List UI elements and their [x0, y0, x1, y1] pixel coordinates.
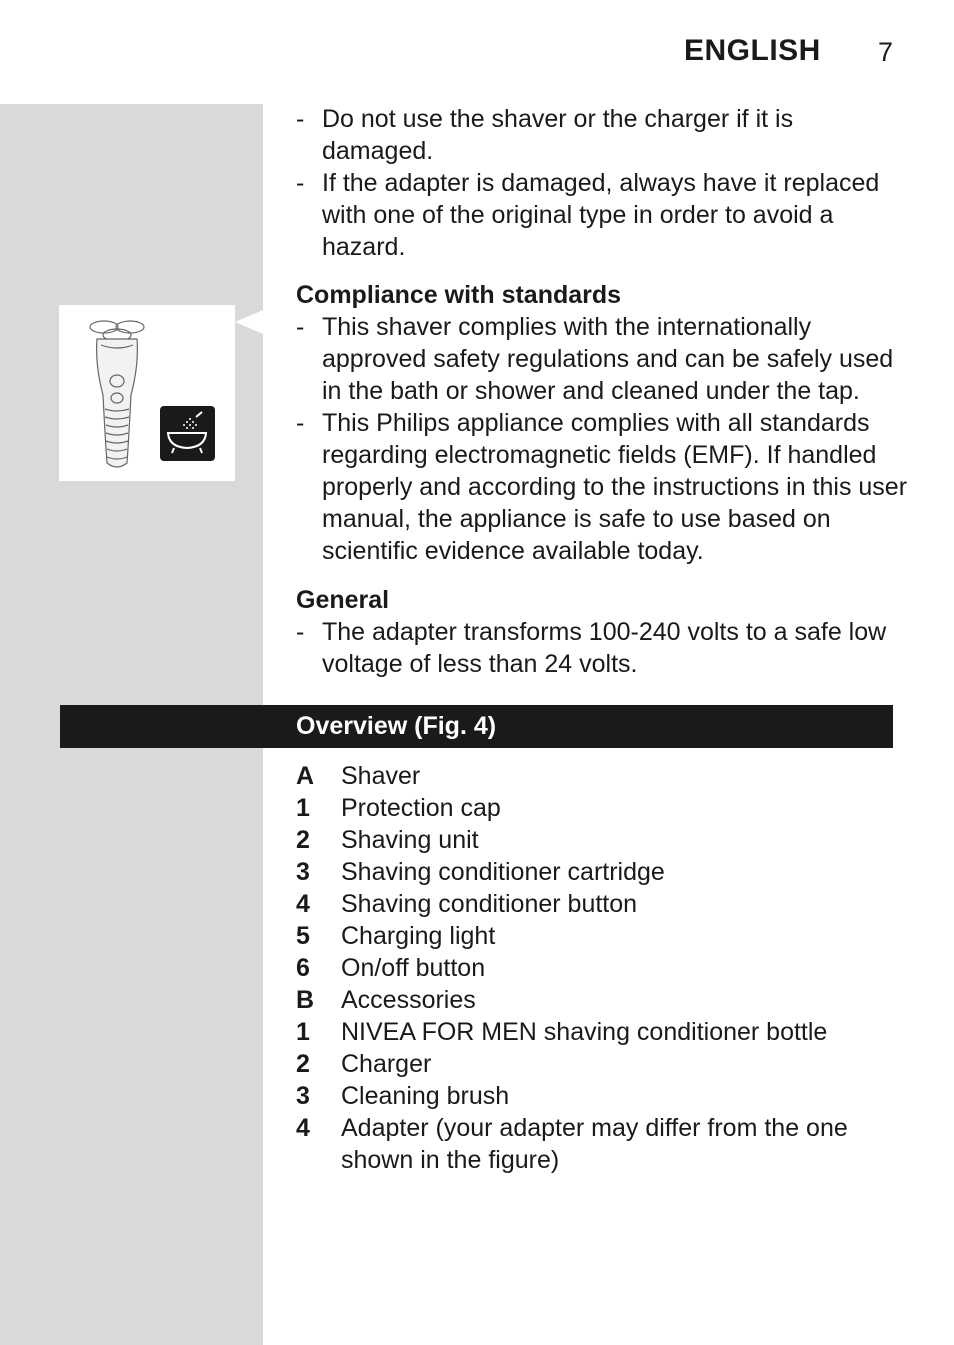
list-item: - This Philips appliance complies with all standards regarding electromagnetic fields (EMF). If handled properly and according to the instructions in this user manual, the appliance is safe to use based on scientific evidence available today.: [296, 409, 908, 565]
item-label: Charger: [341, 1050, 432, 1078]
item-key: 3: [296, 858, 310, 886]
shaver-figure: [59, 305, 235, 481]
overview-item: [296, 888, 896, 920]
item-label: Shaving conditioner button: [341, 890, 638, 918]
item-key: B: [296, 986, 315, 1014]
section-bar: [60, 705, 893, 748]
item-label: NIVEA FOR MEN shaving conditioner bottle: [341, 1018, 828, 1046]
list-item-text: This Philips appliance complies with all standards regarding electromagnetic fields (EMF). If handled properly and according to the instructions in this user manual, the appliance is safe to use based on scientific evidence available today.: [322, 409, 908, 565]
page-number: 7: [878, 37, 894, 67]
list-item-text: The adapter transforms 100-240 volts to a safe low voltage of less than 24 volts.: [322, 618, 887, 678]
item-key: 1: [296, 1018, 310, 1046]
item-label: Shaver: [341, 762, 421, 790]
item-label: Adapter (your adapter may differ from the one shown in the figure): [341, 1114, 848, 1174]
item-label: Shaving conditioner cartridge: [341, 858, 665, 886]
list-item: - This shaver complies with the internationally approved safety regulations and can be safely used in the bath or shower and cleaned under the tap.: [296, 313, 894, 405]
overview-item: [296, 1048, 896, 1080]
item-key: 3: [296, 1082, 310, 1110]
item-key: 5: [296, 922, 310, 950]
overview-item: [296, 1016, 896, 1048]
list-item: - Do not use the shaver or the charger if it is damaged.: [296, 105, 794, 165]
item-label: Protection cap: [341, 794, 501, 822]
item-key: 2: [296, 826, 310, 854]
list-item-text: This shaver complies with the internationally approved safety regulations and can be safely used in the bath or shower and cleaned under the tap.: [322, 313, 894, 405]
list-item: - If the adapter is damaged, always have it replaced with one of the original type in order to avoid a hazard.: [296, 169, 880, 261]
overview-item: [296, 1112, 896, 1176]
item-label: Cleaning brush: [341, 1082, 510, 1110]
overview-item: [296, 792, 896, 824]
overview-item: [296, 824, 896, 856]
item-key: A: [296, 762, 315, 790]
list-item: - The adapter transforms 100-240 volts to a safe low voltage of less than 24 volts.: [296, 618, 887, 678]
overview-list: [296, 760, 896, 1176]
item-key: 4: [296, 1114, 310, 1142]
overview-item: [296, 920, 896, 952]
shaver-icon: [59, 305, 235, 481]
section-heading: Compliance with standards: [296, 281, 622, 309]
overview-item: [296, 984, 896, 1016]
item-label: On/off button: [341, 954, 486, 982]
list-item-text: If the adapter is damaged, always have it replaced with one of the original type in order to avoid a hazard.: [322, 169, 880, 261]
overview-item: [296, 1080, 896, 1112]
compliance-section: [296, 279, 908, 567]
list-item-text: Do not use the shaver or the charger if it is damaged.: [322, 105, 794, 165]
figure-pointer: [235, 310, 263, 334]
section-heading: General: [296, 586, 390, 614]
item-key: 6: [296, 954, 310, 982]
item-label: Accessories: [341, 986, 476, 1014]
shower-bath-icon: [160, 406, 215, 461]
overview-item: [296, 856, 896, 888]
item-key: 2: [296, 1050, 310, 1078]
overview-item: [296, 952, 896, 984]
overview-item: [296, 760, 896, 792]
overview-title: Overview (Fig. 4): [296, 712, 497, 740]
language-header: ENGLISH: [684, 34, 821, 67]
item-label: Charging light: [341, 922, 496, 950]
item-key: 1: [296, 794, 310, 822]
item-label: Shaving unit: [341, 826, 479, 854]
general-section: [296, 584, 896, 680]
item-key: 4: [296, 890, 310, 918]
safety-list: [296, 103, 896, 263]
